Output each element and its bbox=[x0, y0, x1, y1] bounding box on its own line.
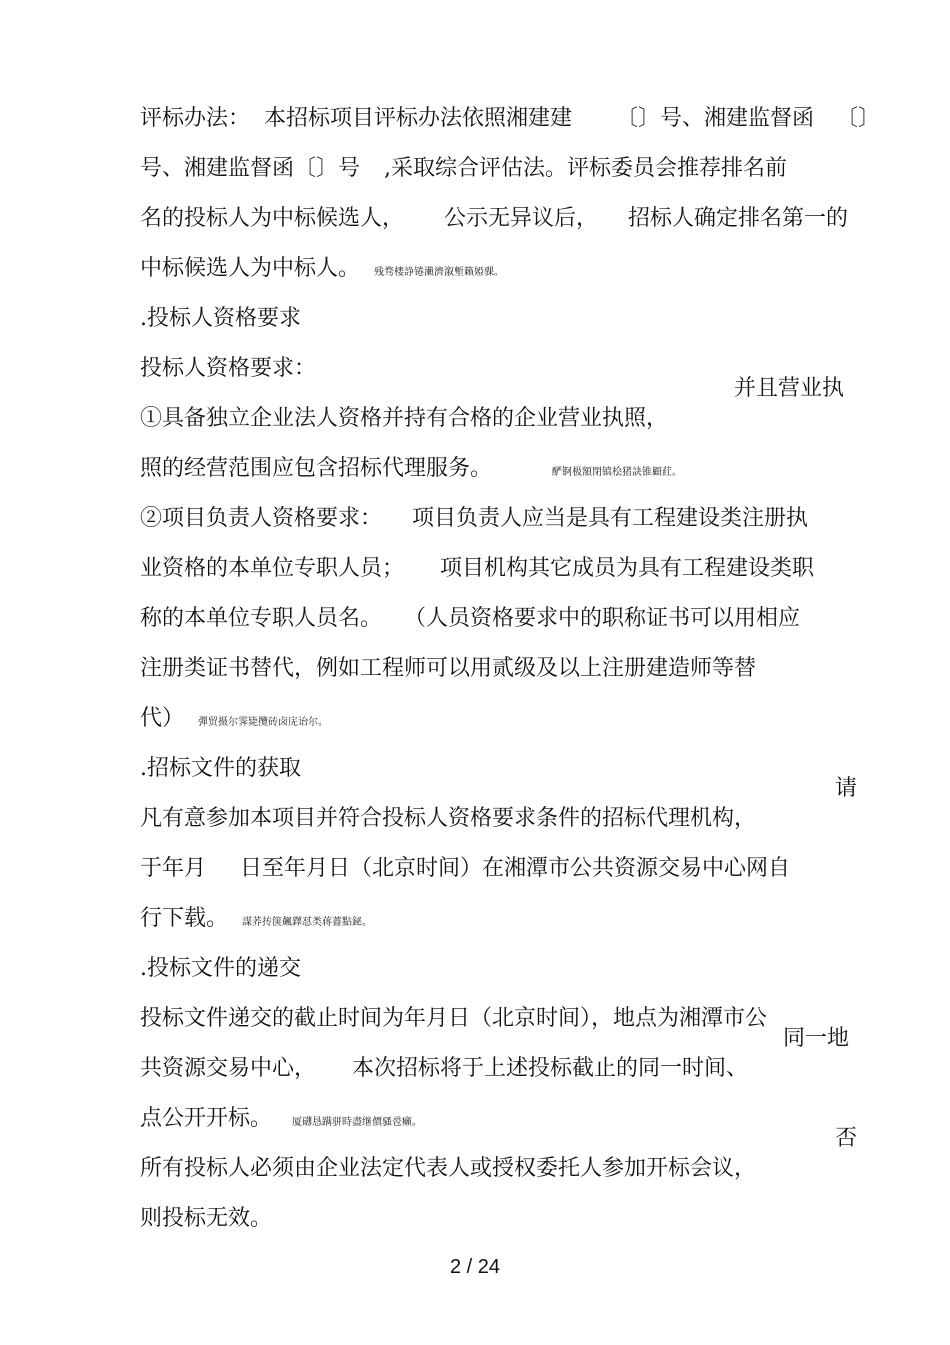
line-segment: 评标办法： 本招标项目评标办法依照湘建建 bbox=[140, 106, 572, 131]
garbled-note: 残骛楼諍锩瀨濟溆塹籟婭骒。 bbox=[374, 267, 505, 278]
line-segment: 于年月 bbox=[140, 856, 207, 881]
line-segment: 注册类证书替代，例如工程师可以用贰级及以上注册建造师等替 bbox=[140, 656, 757, 681]
garbled-note: 謀荞抟箧飆鐸怼类蒋薔點鉍。 bbox=[242, 917, 373, 928]
line-segment: 所有投标人必须由企业法定代表人或授权委托人参加开标会议， bbox=[140, 1156, 757, 1181]
line-segment: 凡有意参加本项目并符合投标人资格要求条件的招标代理机构， bbox=[140, 806, 757, 831]
line-segment: 〔〕号、湘建监督函 bbox=[616, 106, 815, 131]
garbled-note: 彈贸摄尔霁毙攬砖卤庑诒尔。 bbox=[198, 717, 329, 728]
line-segment: .投标文件的递交 bbox=[140, 956, 301, 981]
line-segment: 点公开开标。 bbox=[140, 1106, 273, 1131]
line-segment: ,采取综合评估法。评标委员会推荐排名前 bbox=[384, 156, 788, 181]
line-segment: 代） bbox=[140, 706, 185, 731]
line-segment: 同一地 bbox=[783, 1026, 850, 1051]
line-segment: 公示无异议后， bbox=[444, 206, 599, 231]
line-segment: 项目负责人应当是具有工程建设类注册执 bbox=[412, 506, 809, 531]
line-segment: 本次招标将于上述投标截止的同一时间、 bbox=[352, 1056, 749, 1081]
page-number: 2 / 24 bbox=[449, 1256, 501, 1278]
text-line bbox=[126, 1174, 272, 1234]
line-segment: .招标文件的获取 bbox=[140, 756, 301, 781]
line-segment: 否 bbox=[835, 1126, 858, 1151]
line-segment: 业资格的本单位专职人员； bbox=[140, 556, 405, 581]
line-segment: 照的经营范围应包含招标代理服务。 bbox=[140, 456, 493, 481]
line-segment: 投标文件递交的截止时间为年月日（北京时间），地点为湘潭市公 bbox=[140, 1006, 768, 1031]
line-segment: 号、湘建监督函〔〕号 bbox=[140, 156, 361, 181]
garbled-note: 厦礴恳蹒骈時盡继價骚卺癩。 bbox=[292, 1117, 423, 1128]
line-segment: 称的本单位专职人员名。 bbox=[140, 606, 383, 631]
line-segment: 名的投标人为中标候选人， bbox=[140, 206, 405, 231]
line-segment: 项目机构其它成员为具有工程建设类职 bbox=[440, 556, 815, 581]
line-segment: 并且营业执 bbox=[734, 376, 845, 401]
line-segment: ①具备独立企业法人资格并持有合格的企业营业执照， bbox=[140, 406, 669, 431]
line-segment: （人员资格要求中的职称证书可以用相应 bbox=[404, 606, 801, 631]
line-segment: 中标候选人为中标人。 bbox=[140, 256, 361, 281]
line-segment: 日至年月日（北京时间）在湘潭市公共资源交易中心网自 bbox=[240, 856, 791, 881]
line-segment: 行下载。 bbox=[140, 906, 229, 931]
line-segment: 〔〕 bbox=[836, 106, 881, 131]
line-segment: 请 bbox=[835, 776, 858, 801]
line-segment: 投标人资格要求： bbox=[140, 356, 317, 381]
garbled-note: 酽锕极額閉镇桧猪訣锥顧荭。 bbox=[552, 467, 683, 478]
line-segment: 共资源交易中心， bbox=[140, 1056, 317, 1081]
line-segment: 则投标无效。 bbox=[140, 1206, 273, 1231]
line-segment: .投标人资格要求 bbox=[140, 306, 301, 331]
line-segment: 招标人确定排名第一的 bbox=[628, 206, 849, 231]
line-segment: ②项目负责人资格要求： bbox=[140, 506, 383, 531]
